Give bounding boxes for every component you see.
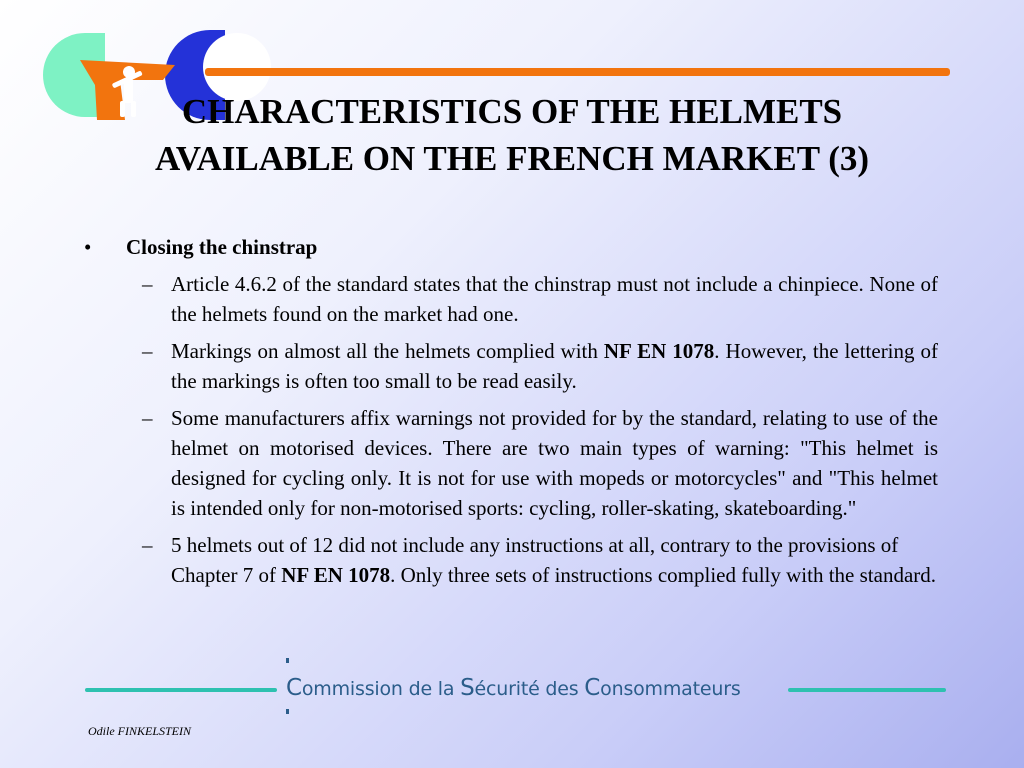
footer-tick-bottom — [286, 709, 289, 714]
sub-bullet-text-a: 5 helmets out of 12 did not include any instructions at all, contrary to the provisions of Chapter 7 of — [171, 533, 899, 587]
dash-marker: – — [142, 406, 153, 430]
footer-tick-top — [286, 658, 289, 663]
footer-rule-right — [788, 688, 946, 692]
brand-initial-s: S — [460, 675, 475, 701]
standard-reference: NF EN 1078 — [603, 339, 715, 363]
brand-word-3: onsommateurs — [600, 678, 741, 700]
brand-word-2: écurité des — [474, 678, 585, 700]
brand-initial-c2: C — [584, 675, 601, 701]
sub-bullet-markings — [84, 336, 938, 396]
title-line-1: CHARACTERISTICS OF THE HELMETS — [181, 92, 843, 131]
sub-bullet-text-a: Markings on almost all the helmets complied with — [171, 339, 604, 363]
dash-marker: – — [142, 533, 153, 557]
top-orange-rule — [205, 68, 950, 76]
standard-reference: NF EN 1078 — [281, 563, 391, 587]
sub-bullet-text: Some manufacturers affix warnings not provided for by the standard, relating to use of the helmet on motorised devices. There are two main types of warning: "This helmet is designed for cycling only. It is not for use with mopeds or motorcycles" and "This helmet is intended only for non-motorised sports: cycling, roller-skating, skateboarding." — [171, 406, 938, 520]
brand-word-1: ommission de la — [301, 678, 461, 700]
sub-bullet-text-b: . Only three sets of instructions complied fully with the standard. — [390, 563, 937, 587]
sub-bullet-text-b: . However, the lettering of the markings is often too small to be read easily. — [171, 339, 939, 393]
bullet-closing-chinstrap — [84, 232, 938, 262]
author-name: Odile FINKELSTEIN — [88, 724, 192, 738]
bullet-marker: • — [84, 235, 92, 259]
sub-bullet-text: Article 4.6.2 of the standard states that the chinstrap must not include a chinpiece. None of the helmets found on the market had one. — [171, 272, 938, 326]
sub-bullet-article — [84, 269, 938, 329]
footer-rule-left — [85, 688, 277, 692]
dash-marker: – — [142, 339, 153, 363]
title-line-2: AVAILABLE ON THE FRENCH MARKET (3) — [154, 139, 870, 178]
sub-bullet-instructions — [84, 530, 938, 590]
dash-marker: – — [142, 272, 153, 296]
bullet-label: Closing the chinstrap — [126, 235, 318, 259]
brand-initial-c: C — [286, 675, 302, 701]
slide-title — [60, 88, 964, 182]
slide-body — [84, 232, 938, 590]
footer-brand — [286, 675, 741, 701]
sub-bullet-warnings — [84, 403, 938, 523]
